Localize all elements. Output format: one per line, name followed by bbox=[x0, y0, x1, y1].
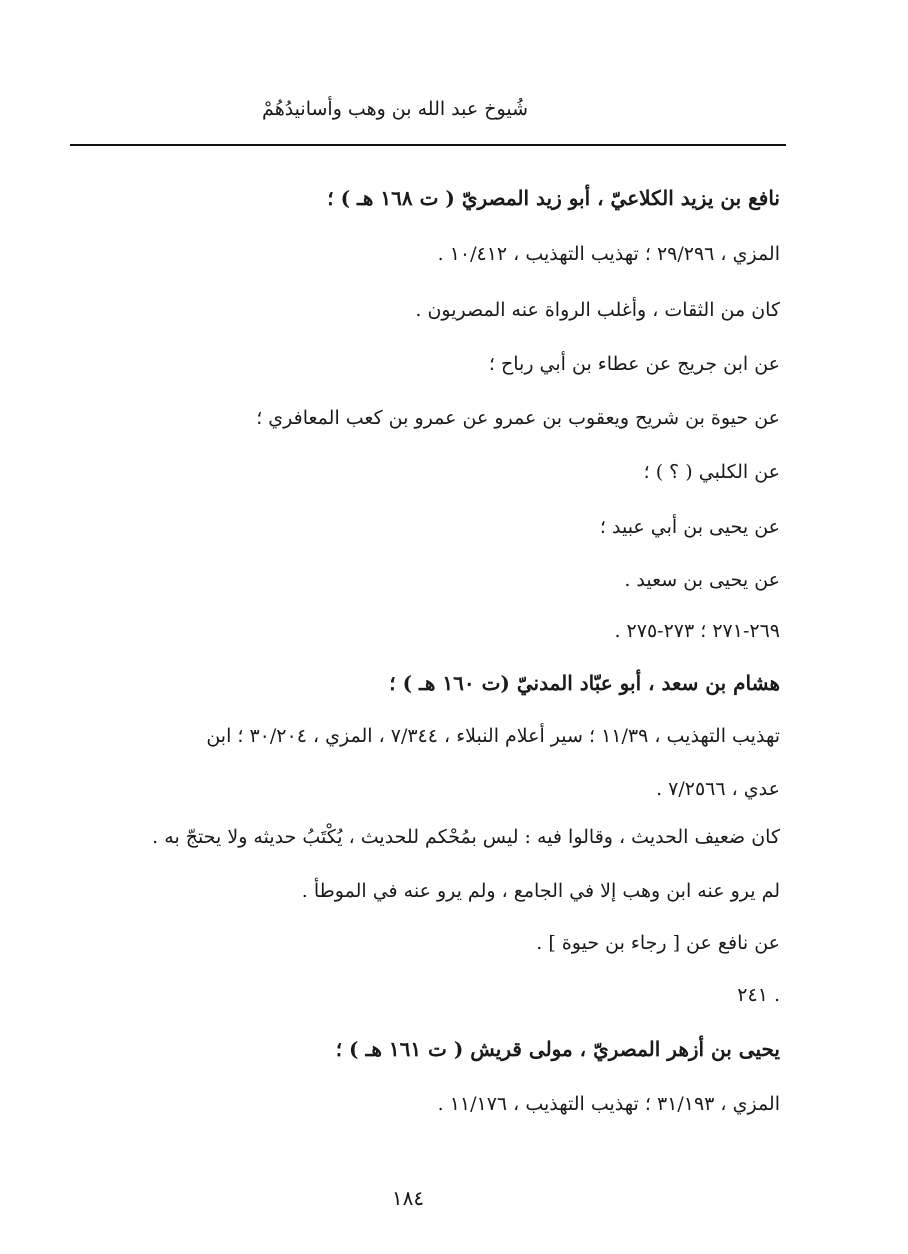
entry-line: عن ابن جريج عن عطاء بن أبي رباح ؛ bbox=[488, 353, 780, 375]
entry-line: عن حيوة بن شريح ويعقوب بن عمرو عن عمرو بن كعب المعافري ؛ bbox=[256, 407, 780, 429]
entry-line: المزي ، ٢٩/٢٩٦ ؛ تهذيب التهذيب ، ١٠/٤١٢ . bbox=[437, 243, 780, 265]
entry-line: ٢٦٩-٢٧١ ؛ ٢٧٣-٢٧٥ . bbox=[614, 620, 780, 642]
entry-heading: نافع بن يزيد الكلاعيّ ، أبو زيد المصريّ ( ت ١٦٨ هـ ) ؛ bbox=[327, 186, 780, 210]
entry-line: تهذيب التهذيب ، ١١/٣٩ ؛ سير أعلام النبلاء ، ٧/٣٤٤ ، المزي ، ٣٠/٢٠٤ ؛ ابن bbox=[206, 725, 780, 747]
header-rule bbox=[70, 144, 786, 146]
entry-line: ٢٤١ . bbox=[737, 984, 780, 1006]
entry-heading: هشام بن سعد ، أبو عبّاد المدنيّ (ت ١٦٠ هـ ) ؛ bbox=[389, 671, 780, 695]
entry-line: عن نافع عن [ رجاء بن حيوة ] . bbox=[536, 932, 780, 954]
entry-line: المزي ، ٣١/١٩٣ ؛ تهذيب التهذيب ، ١١/١٧٦ . bbox=[437, 1093, 780, 1115]
entry-heading: يحيى بن أزهر المصريّ ، مولى قريش ( ت ١٦١ هـ ) ؛ bbox=[335, 1037, 780, 1061]
entry-line: عن يحيى بن سعيد . bbox=[624, 569, 780, 591]
entry-line: لم يرو عنه ابن وهب إلا في الجامع ، ولم يرو عنه في الموطأ . bbox=[301, 880, 780, 902]
running-header-title: شُيوخ عبد الله بن وهب وأسانيدُهُمْ bbox=[262, 98, 528, 120]
entry-line: عن يحيى بن أبي عبيد ؛ bbox=[599, 516, 780, 538]
entry-line: كان من الثقات ، وأغلب الرواة عنه المصريون . bbox=[415, 299, 780, 321]
entry-line: عدي ، ٧/٢٥٦٦ . bbox=[656, 778, 780, 800]
page-number: ١٨٤ bbox=[391, 1186, 425, 1210]
entry-line: كان ضعيف الحديث ، وقالوا فيه : ليس بمُحْكم للحديث ، يُكْتَبُ حديثه ولا يحتجّ به . bbox=[152, 826, 780, 848]
entry-line: عن الكلبي ( ؟ ) ؛ bbox=[643, 461, 780, 483]
